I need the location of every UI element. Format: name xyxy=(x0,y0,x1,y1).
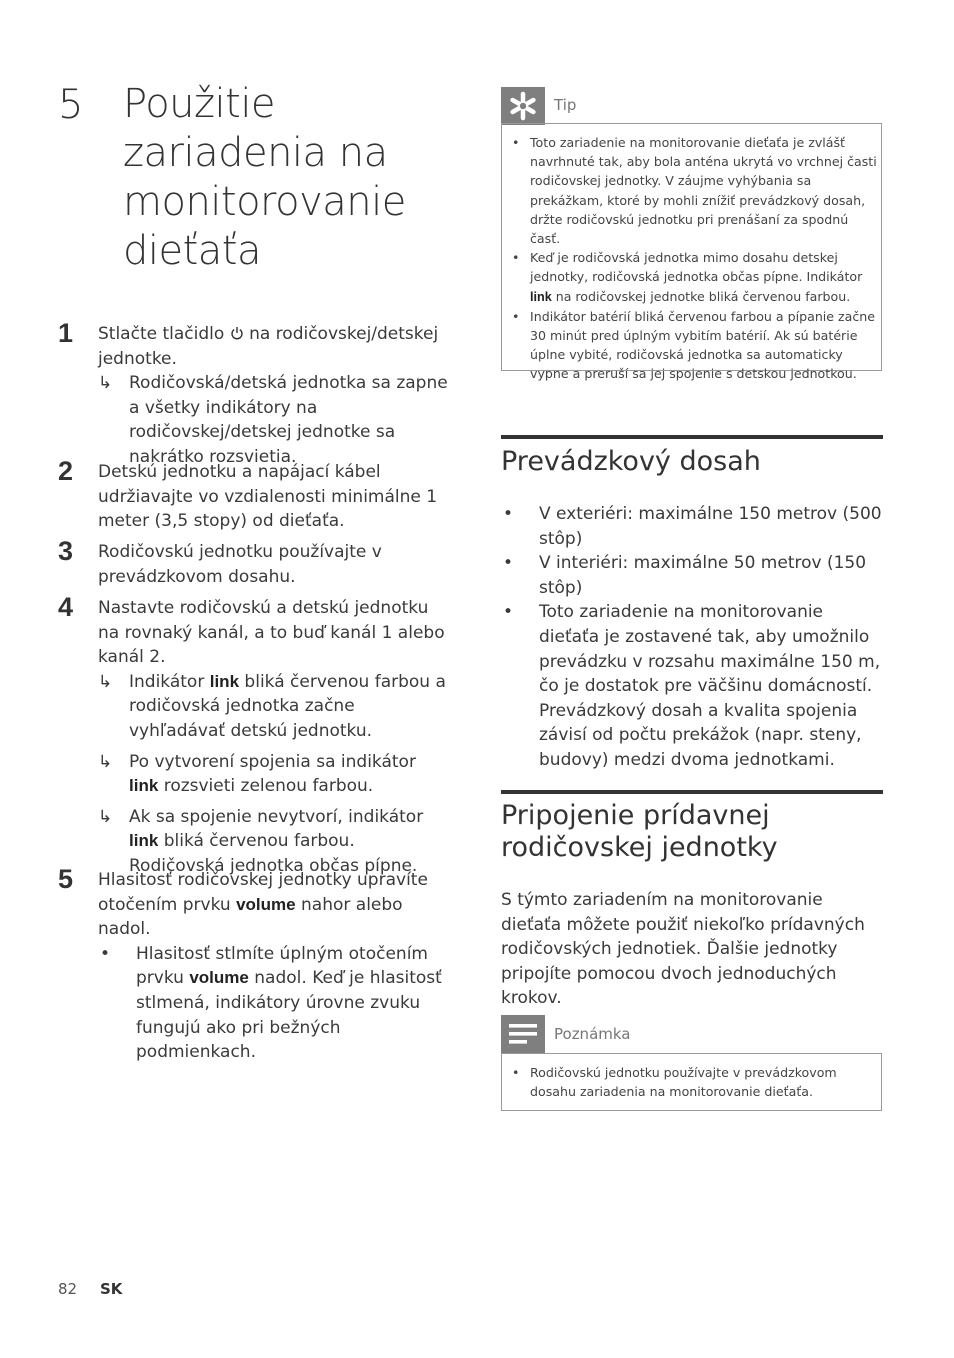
result-item: ↳ Indikátor link bliká červenou farbou a rodičovská jednotka začne vyhľadávať detskú jednotku. xyxy=(98,671,446,741)
result-item: ↳ Po vytvorení spojenia sa indikátor link rozsvieti zelenou farbou. xyxy=(98,751,416,797)
tip-item: • Keď je rodičovská jednotka mimo dosahu detskej jednotky, rodičovská jednotka občas pípne. Indikátor link na rodičovskej jednotke bliká červenou farbou. xyxy=(512,250,863,304)
step-number: 2 xyxy=(58,456,74,486)
result-arrow-icon: ↳ xyxy=(98,806,113,827)
section-title-range: Prevádzkový dosah xyxy=(501,446,761,477)
step-text: Rodičovskú jednotku používajte v prevádzkovom dosahu. xyxy=(98,542,382,587)
step-text: Detskú jednotku a napájací kábel udržiavajte vo vzdialenosti minimálne 1 meter (3,5 stopy) od dieťaťa. xyxy=(98,462,438,532)
chapter-number: 5 xyxy=(58,82,84,128)
note-lines-icon xyxy=(501,1015,545,1053)
asterisk-icon xyxy=(501,87,545,125)
tip-box xyxy=(501,123,882,382)
power-icon xyxy=(230,323,244,337)
note-label: Poznámka xyxy=(554,1025,631,1043)
step-4 xyxy=(58,592,448,879)
list-item: • V interiéri: maximálne 50 metrov (150 stôp) xyxy=(503,553,867,598)
page-number: 82 xyxy=(58,1280,78,1298)
additional-paragraph: S týmto zariadením na monitorovanie dieťaťa môžete použiť niekoľko prídavných rodičovských jednotiek. Ďalšie jednotky pripojíte pomocou dvoch jednoduchých krokov. xyxy=(501,890,865,1009)
step-text: Stlačte tlačidlo na rodičovskej/detskej jednotke. xyxy=(98,324,439,369)
bullet-icon: • xyxy=(100,943,111,964)
bullet-icon: • xyxy=(503,602,514,623)
bullet-icon: • xyxy=(503,553,514,574)
language-code: SK xyxy=(100,1280,123,1298)
result-arrow-icon: ↳ xyxy=(98,751,113,772)
result-item: ↳ Rodičovská/detská jednotka sa zapne a všetky indikátory na rodičovskej/detskej jednotke sa nakrátko rozsvietia. xyxy=(98,373,448,467)
note-box xyxy=(501,1053,882,1111)
step-5 xyxy=(58,864,448,1065)
tip-label: Tip xyxy=(554,96,577,114)
chapter-title: Použitie zariadenia na monitorovanie dieťaťa xyxy=(123,81,406,274)
note-item: • Rodičovskú jednotku používajte v prevádzkovom dosahu zariadenia na monitorovanie dieťaťa. xyxy=(512,1065,837,1100)
section-rule xyxy=(501,790,883,794)
bullet-icon: • xyxy=(512,1065,520,1080)
bullet-icon: • xyxy=(503,504,514,524)
step-number: 3 xyxy=(58,536,74,566)
result-item: ↳ Ak sa spojenie nevytvorí, indikátor link bliká červenou farbou. Rodičovská jednotka občas pípne. xyxy=(98,806,424,876)
step-number: 4 xyxy=(58,592,74,622)
bullet-icon: • xyxy=(512,308,520,324)
list-item: • Toto zariadenie na monitorovanie dieťaťa je zostavené tak, aby umožnilo prevádzku v rozsahu maximálne 150 m, čo je dostatok pre väčšinu domácností. Prevádzkový dosah a kvalita spojenia závisí od počtu prekážok (napr. steny, budovy) medzi dvoma jednotkami. xyxy=(503,602,881,770)
tip-item: • Indikátor batérií bliká červenou farbou a pípanie začne 30 minút pred úplným vybitím batérií. Ak sú batérie úplne vybité, rodičovská jednotka sa automaticky vypne a preruší sa jej spojenie s detskou jednotkou. xyxy=(512,308,876,382)
list-item: • V exteriéri: maximálne 150 metrov (500 stôp) xyxy=(503,504,882,549)
step-2 xyxy=(58,456,448,534)
range-list xyxy=(501,502,886,773)
bullet-icon: • xyxy=(512,250,520,266)
result-arrow-icon: ↳ xyxy=(98,671,113,692)
step-text: Hlasitosť rodičovskej jednotky upravíte otočením prvku volume nahor alebo nadol. xyxy=(98,870,428,940)
step-number: 5 xyxy=(58,864,74,894)
step-number: 1 xyxy=(58,318,74,348)
bullet-icon: • xyxy=(512,135,520,150)
result-arrow-icon: ↳ xyxy=(98,373,113,394)
section-title-additional: Pripojenie prídavnej rodičovskej jednotky xyxy=(501,800,778,863)
step-3 xyxy=(58,536,448,589)
step-1 xyxy=(58,318,448,470)
bullet-item: • Hlasitosť stlmíte úplným otočením prvku volume nadol. Keď je hlasitosť stlmená, indikátory úrovne zvuku fungujú ako pri bežných podmienkach. xyxy=(100,943,442,1063)
tip-item: • Toto zariadenie na monitorovanie dieťaťa je zvlášť navrhnuté tak, aby bola anténa ukrytá vo vrchnej časti rodičovskej jednotky. V záujme vyhýbania sa prekážkam, ktoré by mohli znížiť prevádzkový dosah, držte rodičovskú jednotku pri prenášaní za spodnú časť. xyxy=(512,135,877,247)
section-rule xyxy=(501,435,883,439)
step-text: Nastavte rodičovskú a detskú jednotku na rovnaký kanál, a to buď kanál 1 alebo kanál 2. xyxy=(98,598,445,668)
